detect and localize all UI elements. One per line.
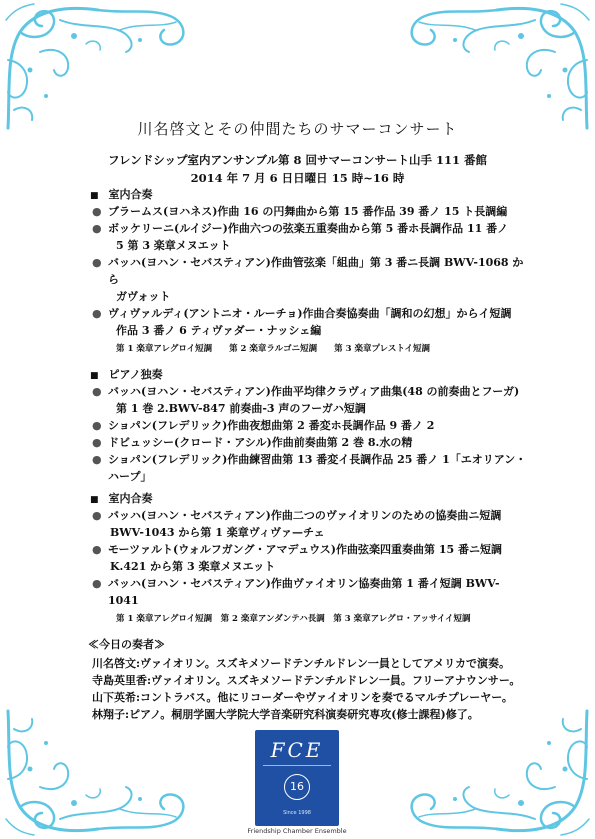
program-item: ● ボッケリーニ(ルイジー)作曲六つの弦楽五重奏曲から第 5 番ホ長調作品 11 番ノ 5 第 3 楽章メヌエット: [92, 222, 509, 252]
program-section-1: [88, 186, 528, 359]
circle-bullet-icon: ●: [92, 453, 102, 466]
program-item: ● モーツァルト(ウォルフガング・アマデュウス)作曲弦楽四重奏曲第 15 番ニ短調 K.421 から第 3 楽章メヌエット: [92, 543, 502, 573]
section-heading: ■ ピアノ独奏: [90, 368, 163, 381]
program-section-3: [88, 490, 528, 629]
circle-bullet-icon: ●: [92, 307, 102, 320]
player-entry: 寺島英里香:ヴァイオリン。スズキメソードテンチルドレン一員。フリーアナウンサー。: [92, 674, 521, 687]
movements-line: 第 1 楽章アレグロイ短調 第 2 楽章アンダンテハ長調 第 3 楽章アレグロ・アッサイイ短調: [116, 614, 471, 624]
program-section-2: [88, 366, 528, 485]
player-entry: 山下英希:コントラバス。他にリコーダーやヴァイオリンを奏でるマルチプレーヤー。: [92, 691, 513, 704]
program-item: ● ドビュッシー(クロード・アシル)作曲前奏曲第 2 巻 8.水の精: [92, 436, 413, 449]
program-item: ● バッハ(ヨハン・セバスティアン)作曲ヴァイオリン協奏曲第 1 番イ短調 BWV-1041: [92, 577, 500, 607]
circle-bullet-icon: ●: [92, 385, 102, 398]
logo-number-badge: 16: [284, 774, 310, 800]
circle-bullet-icon: ●: [92, 577, 102, 590]
concert-date: 2014 年 7 月 6 日日曜日 15 時~16 時: [190, 171, 405, 185]
logo-since: Since 1998: [283, 810, 311, 816]
concert-subtitle: フレンドシップ室内アンサンブル第 8 回サマーコンサート山手 111 番館: [107, 153, 488, 167]
circle-bullet-icon: ●: [92, 222, 102, 235]
circle-bullet-icon: ●: [92, 256, 102, 269]
player-entry: 林翔子:ピアノ。桐朋学園大学院大学音楽研究科演奏研究専攻(修士課程)修了。: [92, 708, 479, 721]
program-item: ● バッハ(ヨハン・セバスティアン)作曲二つのヴァイオリンのための協奏曲ニ短調 BWV-1043 から第 1 楽章ヴィヴァ—チェ: [92, 509, 502, 539]
logo-letters: FCE: [270, 738, 324, 762]
players-heading: ≪今日の奏者≫: [88, 638, 165, 651]
program-item: ● ブラームス(ヨハネス)作曲 16 の円舞曲から第 15 番作品 39 番ノ 15 ト長調編: [92, 205, 508, 218]
corner-ornament-bottom-left: [0, 709, 200, 839]
circle-bullet-icon: ●: [92, 509, 102, 522]
program-item: ● ショパン(フレデリック)作曲練習曲第 13 番変イ長調作品 25 番ノ 1「エオリアン・ハープ」: [92, 453, 527, 483]
players-list: [92, 655, 520, 723]
circle-bullet-icon: ●: [92, 436, 102, 449]
circle-bullet-icon: ●: [92, 543, 102, 556]
program-item: ● バッハ(ヨハン・セバスティアン)作曲管弦楽「組曲」第 3 番ニ長調 BWV-1068 から ガヴォット: [92, 256, 524, 303]
circle-bullet-icon: ●: [92, 205, 102, 218]
program-item: ● バッハ(ヨハン・セバスティアン)作曲平均律クラヴィア曲集(48 の前奏曲とフーガ) 第 1 巻 2.BWV-847 前奏曲-3 声のフーガハ短調: [92, 385, 520, 415]
logo-divider: [263, 765, 331, 766]
square-bullet-icon: ■: [90, 371, 99, 381]
circle-bullet-icon: ●: [92, 419, 102, 432]
section-heading: ■ 室内合奏: [90, 492, 153, 505]
player-entry: 川名啓文:ヴァイオリン。スズキメソードテンチルドレン一員としてアメリカで演奏。: [92, 657, 511, 670]
corner-ornament-bottom-right: [395, 709, 595, 839]
square-bullet-icon: ■: [90, 495, 99, 505]
logo-caption: Friendship Chamber Ensemble: [247, 827, 347, 835]
page-title: 川名啓文とその仲間たちのサマーコンサート: [137, 120, 458, 138]
program-item: ● ショパン(フレデリック)作曲夜想曲第 2 番変ホ長調作品 9 番ノ 2: [92, 419, 435, 432]
square-bullet-icon: ■: [90, 191, 99, 201]
movements-line: 第 1 楽章アレグロイ短調 第 2 楽章ラルゴニ短調 第 3 楽章プレストイ短調: [116, 344, 430, 354]
ensemble-logo: [255, 730, 339, 826]
section-heading: ■ 室内合奏: [90, 188, 153, 201]
corner-ornament-top-right: [395, 0, 595, 130]
program-item: ● ヴィヴァルディ(アントニオ・ルーチョ)作曲合奏協奏曲「調和の幻想」からイ短調 作品 3 番ノ 6 ティヴァダー・ナッシェ編: [92, 307, 512, 337]
corner-ornament-top-left: [0, 0, 200, 130]
